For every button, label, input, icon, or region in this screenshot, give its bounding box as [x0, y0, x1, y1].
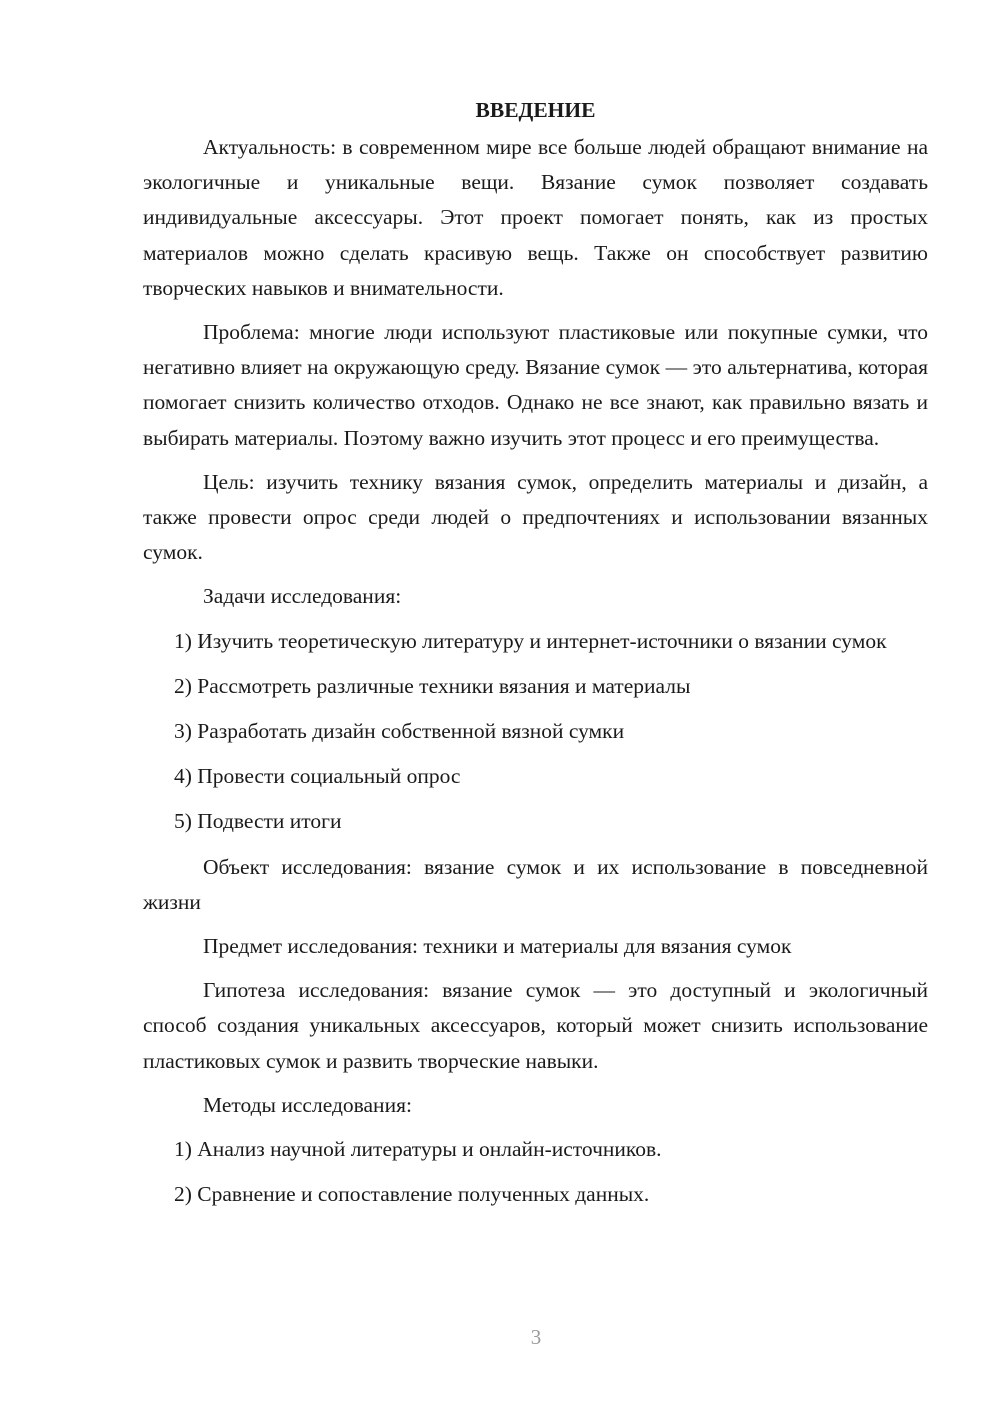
- document-page: [143, 92, 928, 1222]
- task-item-1: 1) Изучить теоретическую литературу и интернет-источники о вязании сумок: [174, 628, 887, 653]
- object-paragraph: Объект исследования: вязание сумок и их использование в повседневной жизни: [143, 854, 928, 914]
- methods-title: Методы исследования:: [203, 1092, 412, 1117]
- hypothesis-paragraph: Гипотеза исследования: вязание сумок — это доступный и экологичный способ создания уникальных аксессуаров, который может снизить использование пластиковых сумок и развить творческие навыки.: [143, 978, 928, 1073]
- method-item-1: 1) Анализ научной литературы и онлайн-источников.: [174, 1137, 662, 1162]
- task-item-4: 4) Провести социальный опрос: [174, 764, 461, 789]
- goal-paragraph: Цель: изучить технику вязания сумок, определить материалы и дизайн, а также провести опрос среди людей о предпочтениях и использовании вязанных сумок.: [143, 469, 928, 565]
- subject-paragraph: Предмет исследования: техники и материалы для вязания сумок: [203, 934, 792, 959]
- task-item-3: 3) Разработать дизайн собственной вязной сумки: [174, 719, 625, 744]
- task-item-5: 5) Подвести итоги: [174, 809, 342, 834]
- page-number: 3: [530, 1325, 542, 1349]
- section-heading: ВВЕДЕНИЕ: [475, 98, 596, 122]
- method-item-2: 2) Сравнение и сопоставление полученных данных.: [174, 1182, 650, 1207]
- relevance-paragraph: Актуальность: в современном мире все больше людей обращают внимание на экологичные и уникальные вещи. Вязание сумок позволяет создавать индивидуальные аксессуары. Этот проект помогает понять, как из простых материалов можно сделать красивую вещь. Также он способствует развитию творческих навыков и внимательности.: [143, 135, 928, 300]
- problem-paragraph: Проблема: многие люди используют пластиковые или покупные сумки, что негативно влияет на окружающую среду. Вязание сумок — это альтернатива, которая помогает снизить количество отходов. Однако не все знают, как правильно вязать и выбирать материалы. Поэтому важно изучить этот процесс и его преимущества.: [143, 320, 928, 450]
- task-item-2: 2) Рассмотреть различные техники вязания и материалы: [174, 673, 691, 698]
- tasks-title: Задачи исследования:: [203, 584, 402, 609]
